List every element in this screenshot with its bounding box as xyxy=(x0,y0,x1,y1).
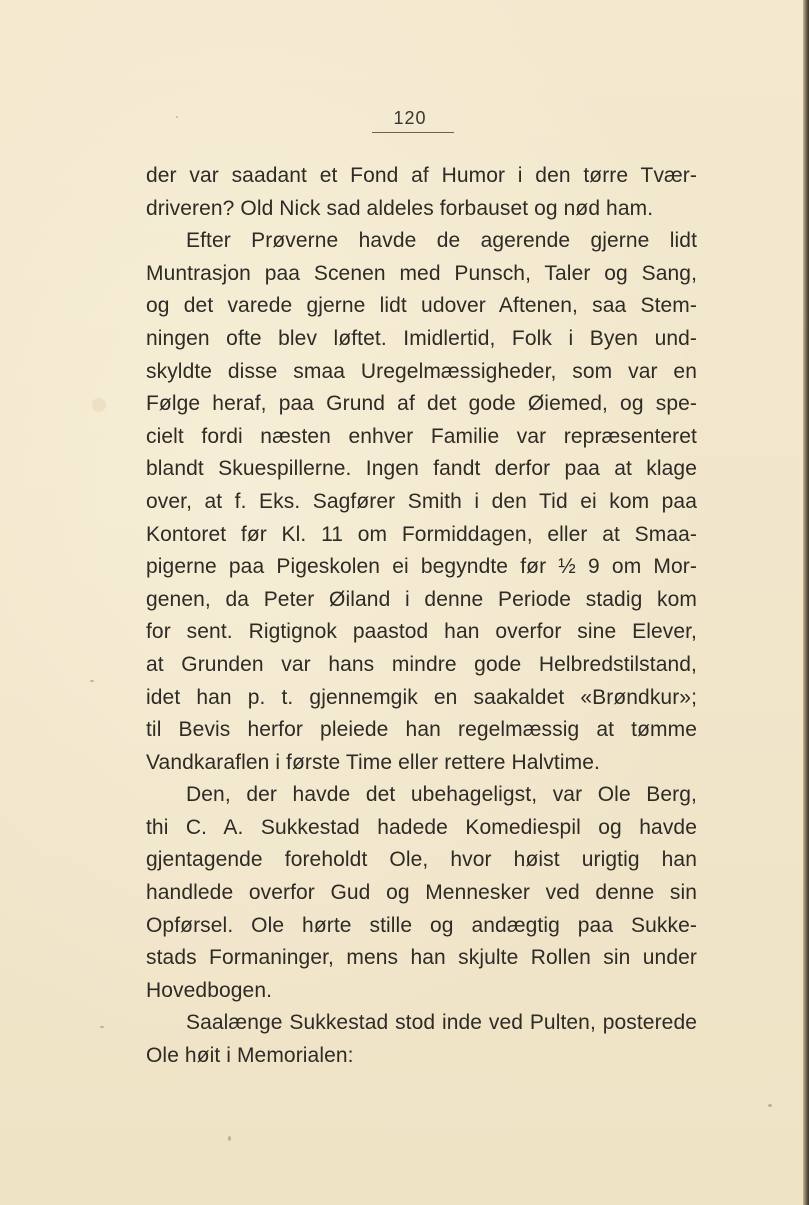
page-number: 120 xyxy=(393,108,427,128)
text-line: Kontoret før Kl. 11 om Formiddagen, eller at Smaa- xyxy=(146,522,697,546)
text-line: Opførsel. Ole hørte stille og andægtig paa Sukke- xyxy=(146,913,697,937)
text-line: Vandkaraflen i første Time eller rettere Halvtime. xyxy=(146,750,600,774)
text-line: genen, da Peter Øiland i denne Periode stadig kom xyxy=(146,587,697,611)
text-line: blandt Skuespillerne. Ingen fandt derfor paa at klage xyxy=(146,457,697,481)
paper-speck xyxy=(90,680,94,682)
body-text xyxy=(146,160,697,1073)
text-line: handlede overfor Gud og Mennesker ved denne sin xyxy=(146,881,697,905)
paper-speck xyxy=(176,116,178,118)
text-line: stads Formaninger, mens han skjulte Rollen sin under xyxy=(146,946,697,970)
text-line: cielt fordi næsten enhver Familie var repræsenteret xyxy=(146,424,697,448)
paper-speck xyxy=(100,1026,104,1028)
page-edge-shadow xyxy=(803,0,809,1205)
text-line: Følge heraf, paa Grund af det gode Øiemed, og spe- xyxy=(146,392,697,416)
paper-speck xyxy=(768,1104,772,1107)
text-line: Den, der havde det ubehageligst, var Ole Berg, xyxy=(186,783,697,807)
text-line: at Grunden var hans mindre gode Helbredstilstand, xyxy=(146,652,697,676)
text-line: gjentagende foreholdt Ole, hvor høist urigtig han xyxy=(146,848,697,872)
text-line: ningen ofte blev løftet. Imidlertid, Folk i Byen und- xyxy=(146,326,697,350)
text-line: idet han p. t. gjennemgik en saakaldet «Brøndkur»; xyxy=(146,685,697,709)
text-line: Efter Prøverne havde de agerende gjerne lidt xyxy=(186,229,697,253)
text-line: over, at f. Eks. Sagfører Smith i den Tid ei kom paa xyxy=(146,489,697,513)
text-line: Hovedbogen. xyxy=(146,978,273,1002)
text-line: der var saadant et Fond af Humor i den tørre Tvær- xyxy=(146,164,697,187)
text-line: Saalænge Sukkestad stod inde ved Pulten, posterede xyxy=(186,1011,697,1035)
page-number-rule xyxy=(372,132,454,133)
text-line: til Bevis herfor pleiede han regelmæssig at tømme xyxy=(146,718,697,742)
text-line: Ole høit i Memorialen: xyxy=(146,1044,354,1068)
text-line: thi C. A. Sukkestad hadede Komediespil og havde xyxy=(146,815,697,839)
text-line: driveren? Old Nick sad aldeles forbauset og nød ham. xyxy=(146,196,654,220)
text-line: pigerne paa Pigeskolen ei begyndte før ½ 9 om Mor- xyxy=(146,555,697,579)
text-line: for sent. Rigtignok paastod han overfor sine Elever, xyxy=(146,620,697,644)
text-line: Muntrasjon paa Scenen med Punsch, Taler og Sang, xyxy=(146,261,697,285)
text-line: skyldte disse smaa Uregelmæssigheder, som var en xyxy=(146,359,697,383)
text-line: og det varede gjerne lidt udover Aftenen, saa Stem- xyxy=(146,294,697,318)
paper-speck xyxy=(228,1136,231,1141)
paper-speck xyxy=(92,398,106,412)
